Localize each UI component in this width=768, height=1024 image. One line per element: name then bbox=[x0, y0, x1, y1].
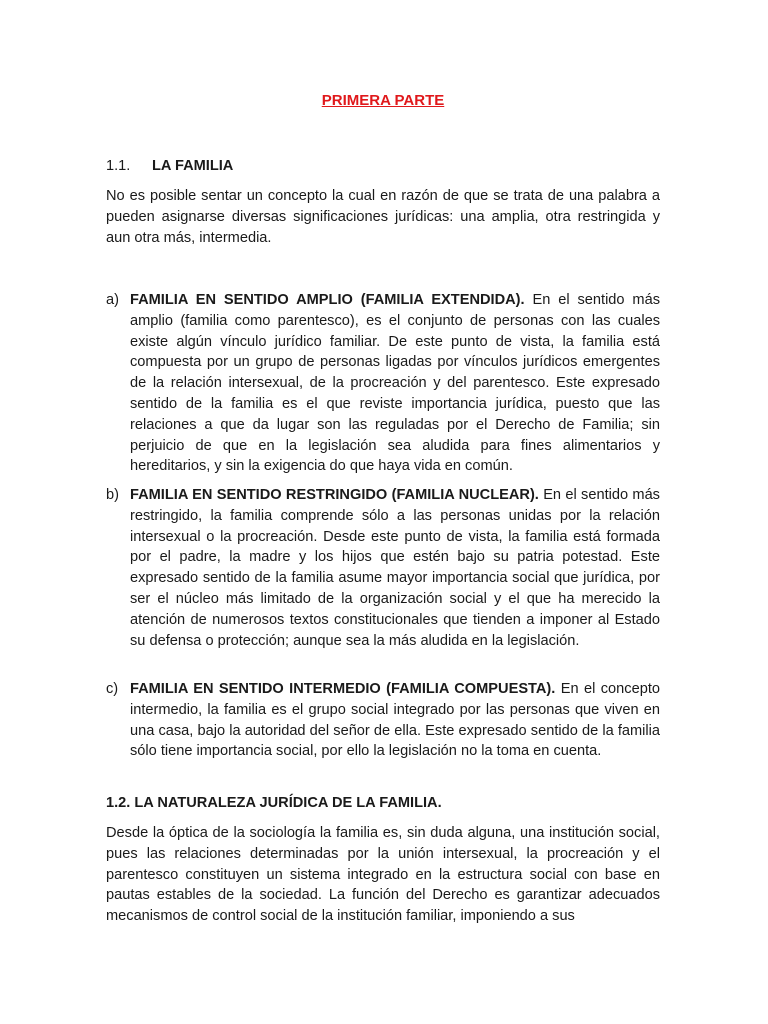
section-heading-naturaleza-juridica: 1.2. LA NATURALEZA JURÍDICA DE LA FAMILIA. bbox=[106, 795, 442, 811]
list-item-body bbox=[130, 679, 660, 762]
list-item-body bbox=[130, 290, 660, 477]
list-item-amplio bbox=[106, 290, 660, 477]
list-item-body bbox=[130, 485, 660, 651]
list-item-text: En el sentido más restringido, la familia comprende sólo a las personas unidas por la relación intersexual o la procreación. Desde este punto de vista, la familia está formada por el padre, la madre y los hijos que estén bajo su patria potestad. Este expresado sentido de la familia asume mayor importancia social que jurídica, por ser el núcleo más limitado de la organización social y el que ha merecido la atención de numerosos textos constitucionales que tienden a imponer al Estado su defensa o protección; aunque sea la más aludida en la legislación. bbox=[130, 487, 660, 649]
list-item-title: FAMILIA EN SENTIDO AMPLIO (FAMILIA EXTENDIDA). bbox=[130, 292, 525, 308]
naturaleza-paragraph: Desde la óptica de la sociología la familia es, sin duda alguna, una institución social, pues las relaciones determinadas por la unión intersexual, la procreación y el parentesco constituyen un sistema integrado en la estructura social con base en pautas estables de la sociedad. La función del Derecho es garantizar adecuados mecanismos de control social de la institución familiar, imponiendo a sus bbox=[106, 825, 660, 925]
list-item-title: FAMILIA EN SENTIDO RESTRINGIDO (FAMILIA NUCLEAR). bbox=[130, 487, 539, 503]
section-heading-la-familia bbox=[106, 156, 660, 176]
list-item-restringido bbox=[106, 485, 660, 651]
list-item-text: En el sentido más amplio (familia como parentesco), es el conjunto de personas con las cuales existe algún vínculo jurídico familiar. De este punto de vista, la familia está compuesta por un grupo de personas ligadas por vínculos jurídicos emergentes de la relación intersexual, de la procreación y del parentesco. Este expresado sentido de la familia es el que reviste importancia jurídica, puesto que las relaciones a que da lugar son las reguladas por el Derecho de Familia; sin perjuicio de que en la legislación sea aludida para fines alimentarios y hereditarios, y sin la exigencia do que haya vida en común. bbox=[130, 292, 661, 475]
list-item-intermedio bbox=[106, 679, 660, 762]
list-marker: a) bbox=[106, 292, 119, 308]
list-marker: c) bbox=[106, 681, 119, 697]
list-marker: b) bbox=[106, 487, 119, 503]
list-item-title: FAMILIA EN SENTIDO INTERMEDIO (FAMILIA COMPUESTA). bbox=[130, 681, 556, 697]
list-item-text: En el concepto intermedio, la familia es el grupo social integrado por las personas que viven en una casa, bajo la autoridad del señor de ella. Este expresado sentido de la familia sólo tiene importancia social, por ello la legislación no la toma en cuenta. bbox=[130, 681, 660, 760]
intro-paragraph: No es posible sentar un concepto la cual en razón de que se trata de una palabra a pueden asignarse diversas significaciones jurídicas: una amplia, otra restringida y aun otra más, intermedia. bbox=[106, 188, 660, 246]
section-title: LA FAMILIA bbox=[152, 158, 234, 174]
page-title: PRIMERA PARTE bbox=[321, 92, 445, 109]
section-number: 1.1. bbox=[106, 158, 131, 174]
